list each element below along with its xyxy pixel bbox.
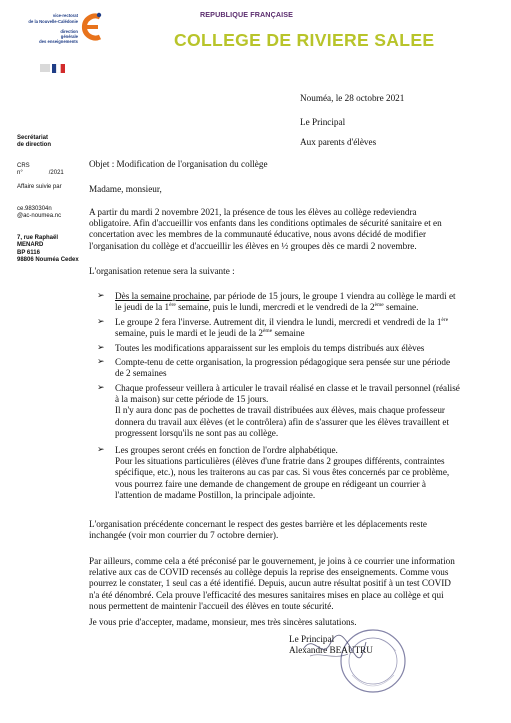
paragraph-line: L'organisation précédente concernant le respect des gestes barrière et les déplacements reste	[89, 519, 427, 529]
signature-name: Alexandre BEAUTRU	[289, 645, 373, 655]
bullet-2-text: semaine, puis le mardi et le jeudi de la 2	[115, 328, 263, 339]
intro-paragraph	[89, 207, 442, 252]
bullet-3: Toutes les modifications apparaissent sur les emplois du temps distribués aux élèves	[115, 343, 425, 353]
intro-line: obligatoire. Afin d'accueillir vos enfants dans les conditions optimales de sécurité sanitaire et en	[89, 218, 442, 229]
paragraph-line: relative aux cas de COVID recensés au collège depuis la reprise des enseignements. Comme vous	[89, 567, 449, 578]
sidebar-reference	[17, 163, 64, 178]
paragraph-gestes-barriere	[89, 519, 427, 541]
arrow-bullet-icon: ➢	[97, 356, 105, 366]
sidebar-secretariat	[17, 135, 51, 150]
logo-text-line: générale	[60, 34, 78, 39]
address-line: BP 6116	[17, 249, 40, 256]
bullet-4-line: Compte-tenu de cette organisation, la progression pédagogique sera pensée sur une période	[115, 357, 451, 367]
sidebar-address	[17, 235, 79, 265]
french-flag-icon	[52, 64, 65, 73]
bullet-1-text: , par période de 15 jours, le groupe 1 viendra au collège le mardi et	[209, 291, 456, 301]
logo-text-line: de la Nouvelle-Calédonie	[28, 19, 78, 24]
bullet-6-line: spécifique, etc.), nous les traiterons au cas par cas. Si vous êtes concernés par ce problème,	[115, 467, 450, 478]
intro-line: l'organisation du collège et d'accueillir les élèves en ½ groupes dès ce mardi 2 novembre.	[89, 240, 417, 251]
logo-text-line: direction	[60, 29, 78, 34]
intro-line: concertation avec les membres de la communauté éducative, nous avons décidé de modifier	[89, 229, 426, 240]
bullet-6	[115, 445, 449, 501]
organisation-intro: L'organisation retenue sera la suivante :	[89, 266, 235, 276]
superscript: ème	[374, 302, 384, 309]
letter-sender: Le Principal	[300, 117, 346, 127]
sidebar-affaire: Affaire suivie par	[17, 184, 62, 190]
bullet-6-line: l'attention de madame Postillon, la principale adjointe.	[115, 489, 316, 500]
arrow-bullet-icon: ➢	[97, 444, 105, 454]
bullet-6-line: vous pourrez faire une demande de changement de groupe en rédigeant un courrier à	[115, 478, 426, 489]
logo-text-line: vice-rectorat	[52, 13, 78, 18]
ref-label: CRS	[17, 163, 30, 169]
sidebar-email	[17, 206, 61, 221]
email-line: @ac-noumea.nc	[17, 213, 62, 220]
superscript: ème	[262, 328, 273, 335]
arrow-bullet-icon: ➢	[97, 342, 105, 352]
bullet-1	[115, 291, 456, 313]
email-line: ce.9830304n	[17, 206, 52, 212]
handwritten-signature-icon	[300, 630, 370, 666]
bullet-5-line: Il n'y aura donc pas de pochettes de travail distribuées aux élèves, mais chaque professeur	[115, 405, 445, 416]
paragraph-line: nous permettent de maintenir l'accueil des élèves en toute sécurité.	[89, 600, 334, 611]
superscript: ère	[169, 302, 176, 309]
bullet-1-text: semaine.	[383, 302, 419, 313]
paragraph-covid	[89, 556, 455, 612]
paragraph-line: Par ailleurs, comme cela a été préconisé par le gouvernement, je joins à ce courrier une information	[89, 556, 455, 566]
bullet-2-text: Le groupe 2 fera l'inverse. Autrement dit, il viendra le lundi, mercredi et vendredi de la 1	[115, 317, 442, 327]
bullet-5-line: Chaque professeur veillera à articuler le travail réalisé en classe et le travail personnel (réalisé	[115, 383, 460, 393]
bullet-2-text: semaine	[272, 328, 305, 339]
address-line: 98806 Nouméa Cedex	[17, 257, 79, 264]
bullet-5-line: progressent lorsqu'ils ne sont pas au collège.	[115, 427, 279, 438]
bullet-4-line: de 2 semaines	[115, 368, 167, 379]
letter-date: Nouméa, le 28 octobre 2021	[300, 93, 405, 103]
paragraph-line: n'a été dénombré. Cela prouve l'efficacité des mesures sanitaires mises en place au collège et qui	[89, 589, 444, 600]
letter-recipient: Aux parents d'élèves	[300, 137, 377, 147]
closing-sentence: Je vous prie d'accepter, madame, monsieur, mes très sincères salutations.	[89, 617, 357, 627]
bullet-6-line: Pour les situations particulières (élèves d'une fratrie dans 2 groupes différents, contraintes	[115, 456, 445, 467]
bullet-1-text: semaine, puis le lundi, mercredi et le vendredi de la 2	[175, 302, 375, 313]
intro-line: A partir du mardi 2 novembre 2021, la présence de tous les élèves au collège redeviendra	[89, 207, 417, 217]
ref-n-label: n°	[17, 170, 23, 177]
arrow-bullet-icon: ➢	[97, 382, 105, 392]
address-line: MENARD	[17, 242, 44, 249]
paragraph-line: pourrez le constater, 1 seul cas a été identifié. Depuis, aucun autre résultat positif à un test COVID	[89, 578, 451, 589]
superscript: ère	[441, 316, 449, 323]
bullet-5-line: donnera du travail aux élèves (et le contrôlera) afin de s'assurer que les élèves travaillent et	[115, 416, 450, 427]
bullet-1-underlined: Dès la semaine prochaine	[115, 291, 210, 301]
bullet-6-line: Les groupes seront créés en fonction de l'ordre alphabétique.	[115, 445, 338, 455]
arrow-bullet-icon: ➢	[97, 290, 105, 300]
arrow-bullet-icon: ➢	[97, 316, 105, 326]
logo-text-line: des enseignements	[39, 39, 78, 44]
letter-object: Objet : Modification de l'organisation du collège	[89, 159, 268, 169]
bullet-5-line: à la maison) sur cette période de 15 jours.	[115, 394, 269, 405]
bullet-5	[115, 383, 460, 439]
bullet-4	[115, 357, 450, 379]
address-line: 7, rue Raphaël	[17, 235, 59, 241]
paragraph-line: inchangée (voir mon courrier du 7 octobre dernier).	[89, 530, 279, 541]
bullet-2	[115, 317, 448, 339]
signature-title: Le Principal	[289, 634, 335, 644]
college-title: COLLEGE DE RIVIERE SALEE	[174, 30, 435, 50]
ref-n-value: /2021	[48, 170, 64, 177]
bullet-1-text: le jeudi de la 1	[115, 302, 170, 313]
sidebar-secretariat-line: Secrétariat	[17, 135, 49, 141]
letter-salutation: Madame, monsieur,	[89, 184, 162, 194]
sidebar-secretariat-line: de direction	[17, 142, 52, 149]
marianne-logo-icon	[40, 64, 50, 72]
republique-francaise-label: REPUBLIQUE FRANÇAISE	[200, 10, 294, 19]
academy-e-icon	[80, 12, 104, 42]
